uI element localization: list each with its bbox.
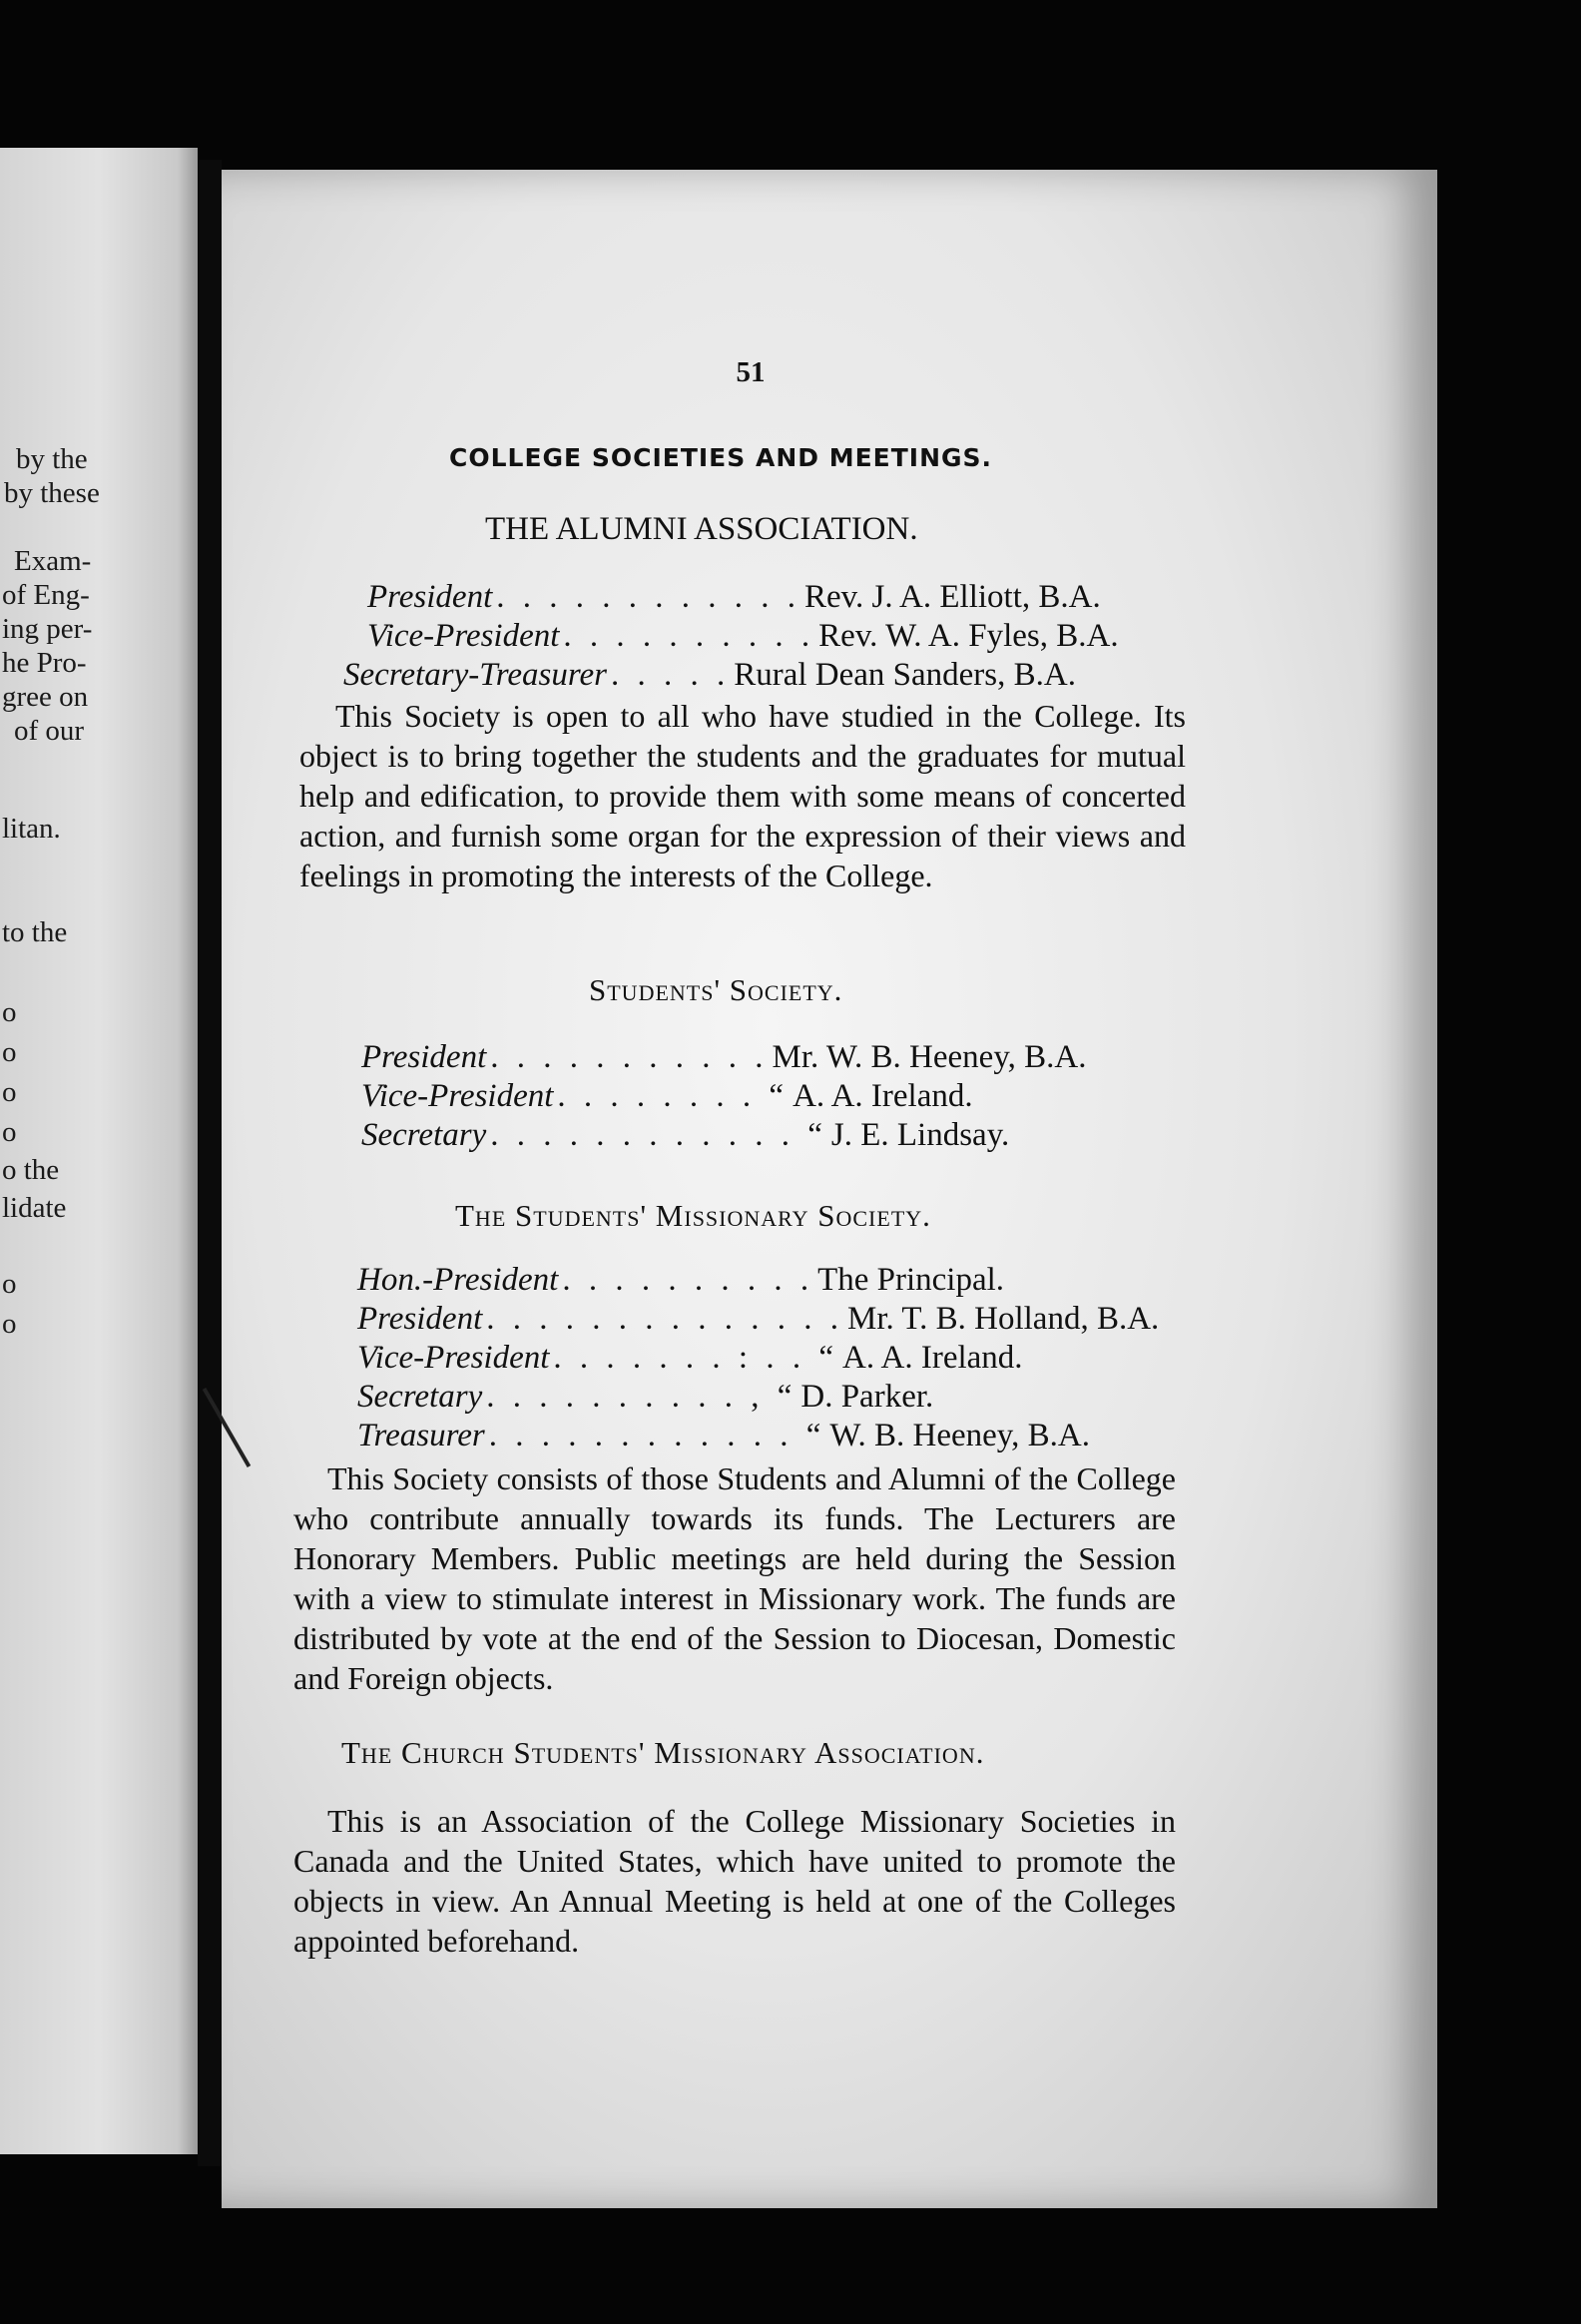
officer-row [357,1262,1004,1299]
office-holder: A. A. Ireland. [842,1340,1023,1376]
prev-fragment: of our [14,715,85,747]
office-holder: The Principal. [817,1262,1005,1298]
alumni-title: THE ALUMNI ASSOCIATION. [485,511,918,547]
prev-fragment: o [2,1268,17,1300]
office-holder: A. A. Ireland. [792,1078,973,1114]
prev-fragment: by these [4,477,100,509]
office-label: President [361,1039,487,1075]
office-holder: Rev. J. A. Elliott, B.A. [804,579,1101,615]
officer-row [367,579,1101,616]
alumni-paragraph: This Society is open to all who have studied in the College. Its object is to bring together the students and the graduates for mutual help and edification, to provide them with some means of concerted action, and furnish some organ for the expression of their views and feelings in promoting the interests of the College. [299,698,1186,893]
leader-dots: . . . . . . . . . . . . . . [486,1301,843,1337]
officer-row [367,618,1119,655]
prev-fragment: gree on [2,681,89,713]
prev-fragment: Exam- [14,545,92,577]
officer-row [361,1039,1087,1076]
officer-row [361,1117,1009,1154]
missionary-society-title: The Students' Missionary Society. [455,1198,931,1233]
running-head: COLLEGE SOCIETIES AND MEETINGS. [449,443,993,472]
prev-fragment: to the [2,916,68,948]
prev-fragment: ing per- [2,613,93,645]
students-society-title: Students' Society. [589,972,843,1007]
office-label: Secretary-Treasurer [343,657,607,693]
office-label: Vice-President [367,618,560,654]
leader-dots: . . . . . . . . . . . . “ [490,1117,827,1153]
officer-row [357,1418,1090,1454]
book-gutter [198,160,222,2166]
officer-row [357,1379,933,1416]
leader-dots: . . . . . . . . . . . . “ [488,1418,826,1453]
prev-fragment: o [2,1116,17,1148]
prev-fragment: o [2,1036,17,1068]
leader-dots: . . . . . . . . . . . . [496,579,800,615]
office-label: Secretary [361,1117,487,1153]
prev-fragment: he Pro- [2,647,87,679]
leader-dots: . . . . . . . . “ [557,1078,790,1114]
office-holder: D. Parker. [800,1379,934,1415]
prev-fragment: o [2,1076,17,1108]
prev-fragment: o the [2,1154,60,1186]
office-label: President [367,579,493,615]
leader-dots: . . . . . [610,657,731,693]
office-holder: Mr. T. B. Holland, B.A. [847,1301,1160,1337]
office-label: Treasurer [357,1418,485,1453]
officer-row [357,1301,1159,1338]
prev-fragment: of Eng- [2,579,90,611]
church-association-title: The Church Students' Missionary Association. [341,1735,985,1770]
leader-dots: . . . . . . . : . . “ [553,1340,838,1376]
leader-dots: . . . . . . . . . . [563,618,815,654]
office-label: Hon.-President [357,1262,559,1298]
office-holder: Rev. W. A. Fyles, B.A. [818,618,1119,654]
office-label: Vice-President [357,1340,550,1376]
office-holder: W. B. Heeney, B.A. [829,1418,1091,1453]
prev-fragment: litan. [2,813,61,845]
leader-dots: . . . . . . . . . . , “ [486,1379,797,1415]
prev-fragment: o [2,1308,17,1340]
leader-dots: . . . . . . . . . . . [490,1039,769,1075]
officer-row [357,1340,1023,1377]
office-label: Vice-President [361,1078,554,1114]
missionary-paragraph: This Society consists of those Students and Alumni of the College who contribute annually towards its funds. The Lecturers are Honorary Members. Public meetings are held during the Session with a view to stimulate interest in Missionary work. The funds are distributed by vote at the end of the Session to Diocesan, Domestic and Foreign objects. [293,1460,1176,1696]
office-holder: Rural Dean Sanders, B.A. [734,657,1076,693]
page-number: 51 [736,356,766,388]
officer-row [343,657,1076,694]
prev-fragment: by the [16,443,88,475]
office-label: President [357,1301,483,1337]
church-association-paragraph: This is an Association of the College Missionary Societies in Canada and the United States, which have united to promote the objects in view. An Annual Meeting is held at one of the Colleges appointed beforehand. [293,1803,1176,1959]
office-holder: Mr. W. B. Heeney, B.A. [772,1039,1087,1075]
office-holder: J. E. Lindsay. [830,1117,1010,1153]
officer-row [361,1078,973,1115]
office-label: Secretary [357,1379,483,1415]
prev-fragment: o [2,996,17,1028]
leader-dots: . . . . . . . . . . [562,1262,814,1298]
prev-fragment: lidate [2,1192,67,1224]
